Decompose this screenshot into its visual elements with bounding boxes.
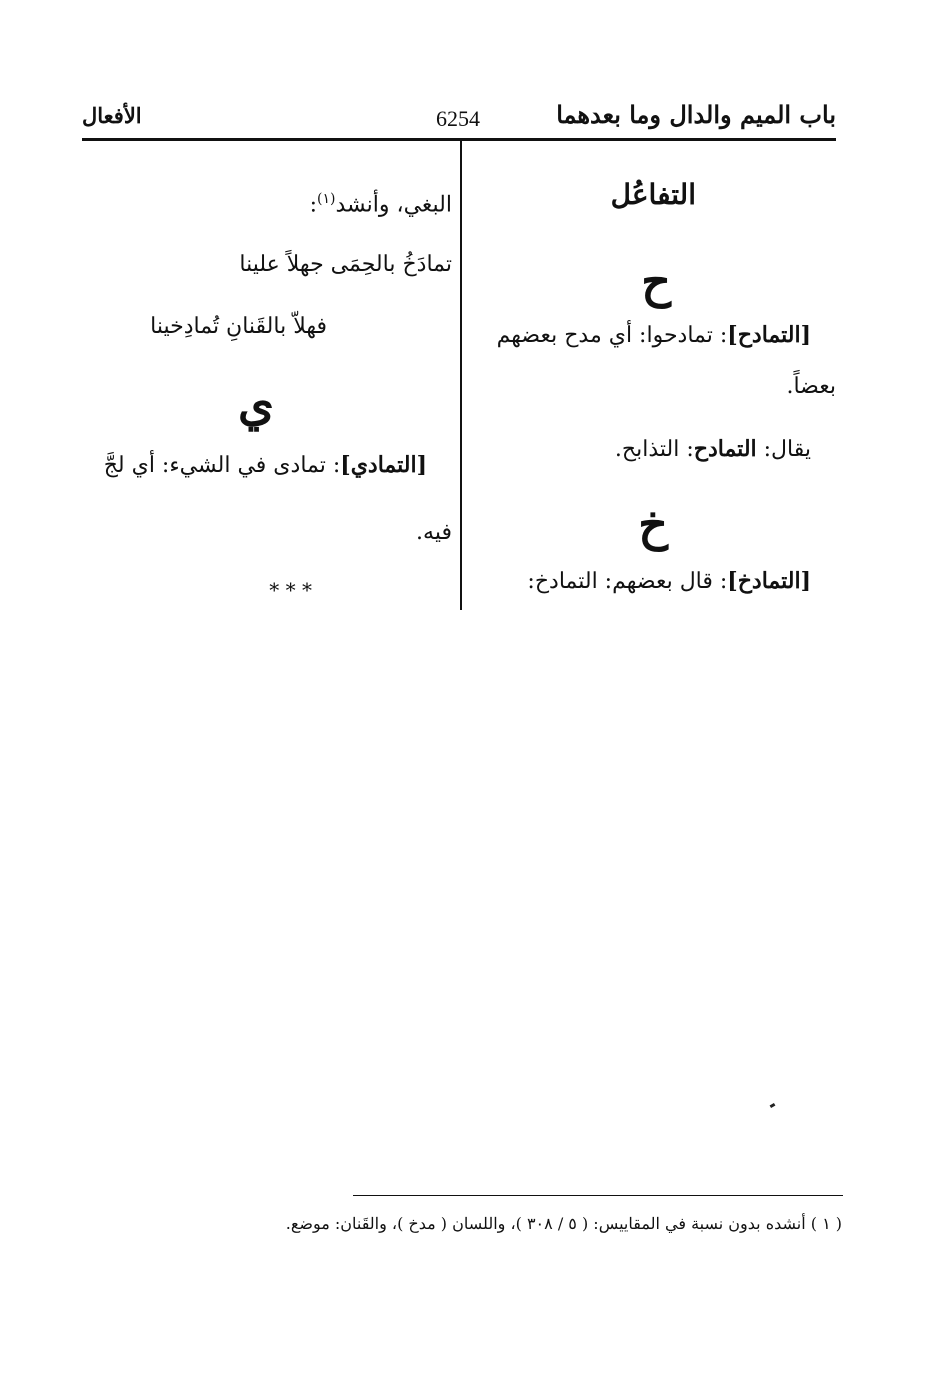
page-number: 6254 <box>436 106 480 131</box>
footnote: ( ١ ) أنشده بدون نسبة في المقاييس: ( ٥ / ٣٠٨ )، واللسان ( مدخ )، والقَنان: موضع. <box>285 1214 842 1233</box>
headword: [التمادي] <box>340 452 427 478</box>
entry-continuation: بعضاً. <box>786 374 836 399</box>
definition: : قال بعضهم: التمادخ: <box>527 569 728 594</box>
entry-tamadah <box>497 320 811 351</box>
entry-tamadakh <box>527 566 811 597</box>
running-head-section: الأفعال <box>82 103 142 128</box>
verse-hemistich-1: تمادَخُ بالحِمَى جهلاً علينا <box>239 252 452 277</box>
column-divider <box>460 141 462 610</box>
definition: : تمادى في الشيء: أي لجَّ <box>103 453 341 478</box>
intro-line <box>310 184 452 220</box>
intro-text: البغي، وأنشد <box>335 192 452 218</box>
headword: التمادح <box>693 436 757 462</box>
entry-continuation: فيه. <box>416 520 452 545</box>
letter-heading-kha: خ <box>638 497 668 551</box>
footnote-rule <box>353 1195 843 1196</box>
definition: : تمادحوا: أي مدح بعضهم <box>496 323 728 348</box>
headword: [التمادح] <box>727 322 811 348</box>
left-column <box>82 160 452 610</box>
section-end-mark: * * * <box>269 578 312 602</box>
entry-tamadah-usage <box>615 434 811 465</box>
letter-heading-ha: ح <box>641 254 671 308</box>
running-head-chapter: باب الميم والدال وما بعدهما <box>556 100 836 129</box>
intro-colon: : <box>309 192 317 218</box>
entry-tamadi <box>104 450 427 481</box>
section-title: التفاعُل <box>610 178 696 211</box>
verse-hemistich-2: فهلاّ بالقَنانِ تُمادِخينا <box>150 314 327 339</box>
definition: : التذابح. <box>614 437 694 462</box>
headword: [التمادخ] <box>727 568 811 594</box>
footnote-ref: (١) <box>317 191 336 207</box>
letter-heading-ya: ي <box>237 377 274 431</box>
right-column <box>466 160 836 610</box>
stray-mark <box>770 1103 776 1108</box>
usage-prefix: يقال: <box>756 437 811 462</box>
header-rule <box>82 138 836 141</box>
